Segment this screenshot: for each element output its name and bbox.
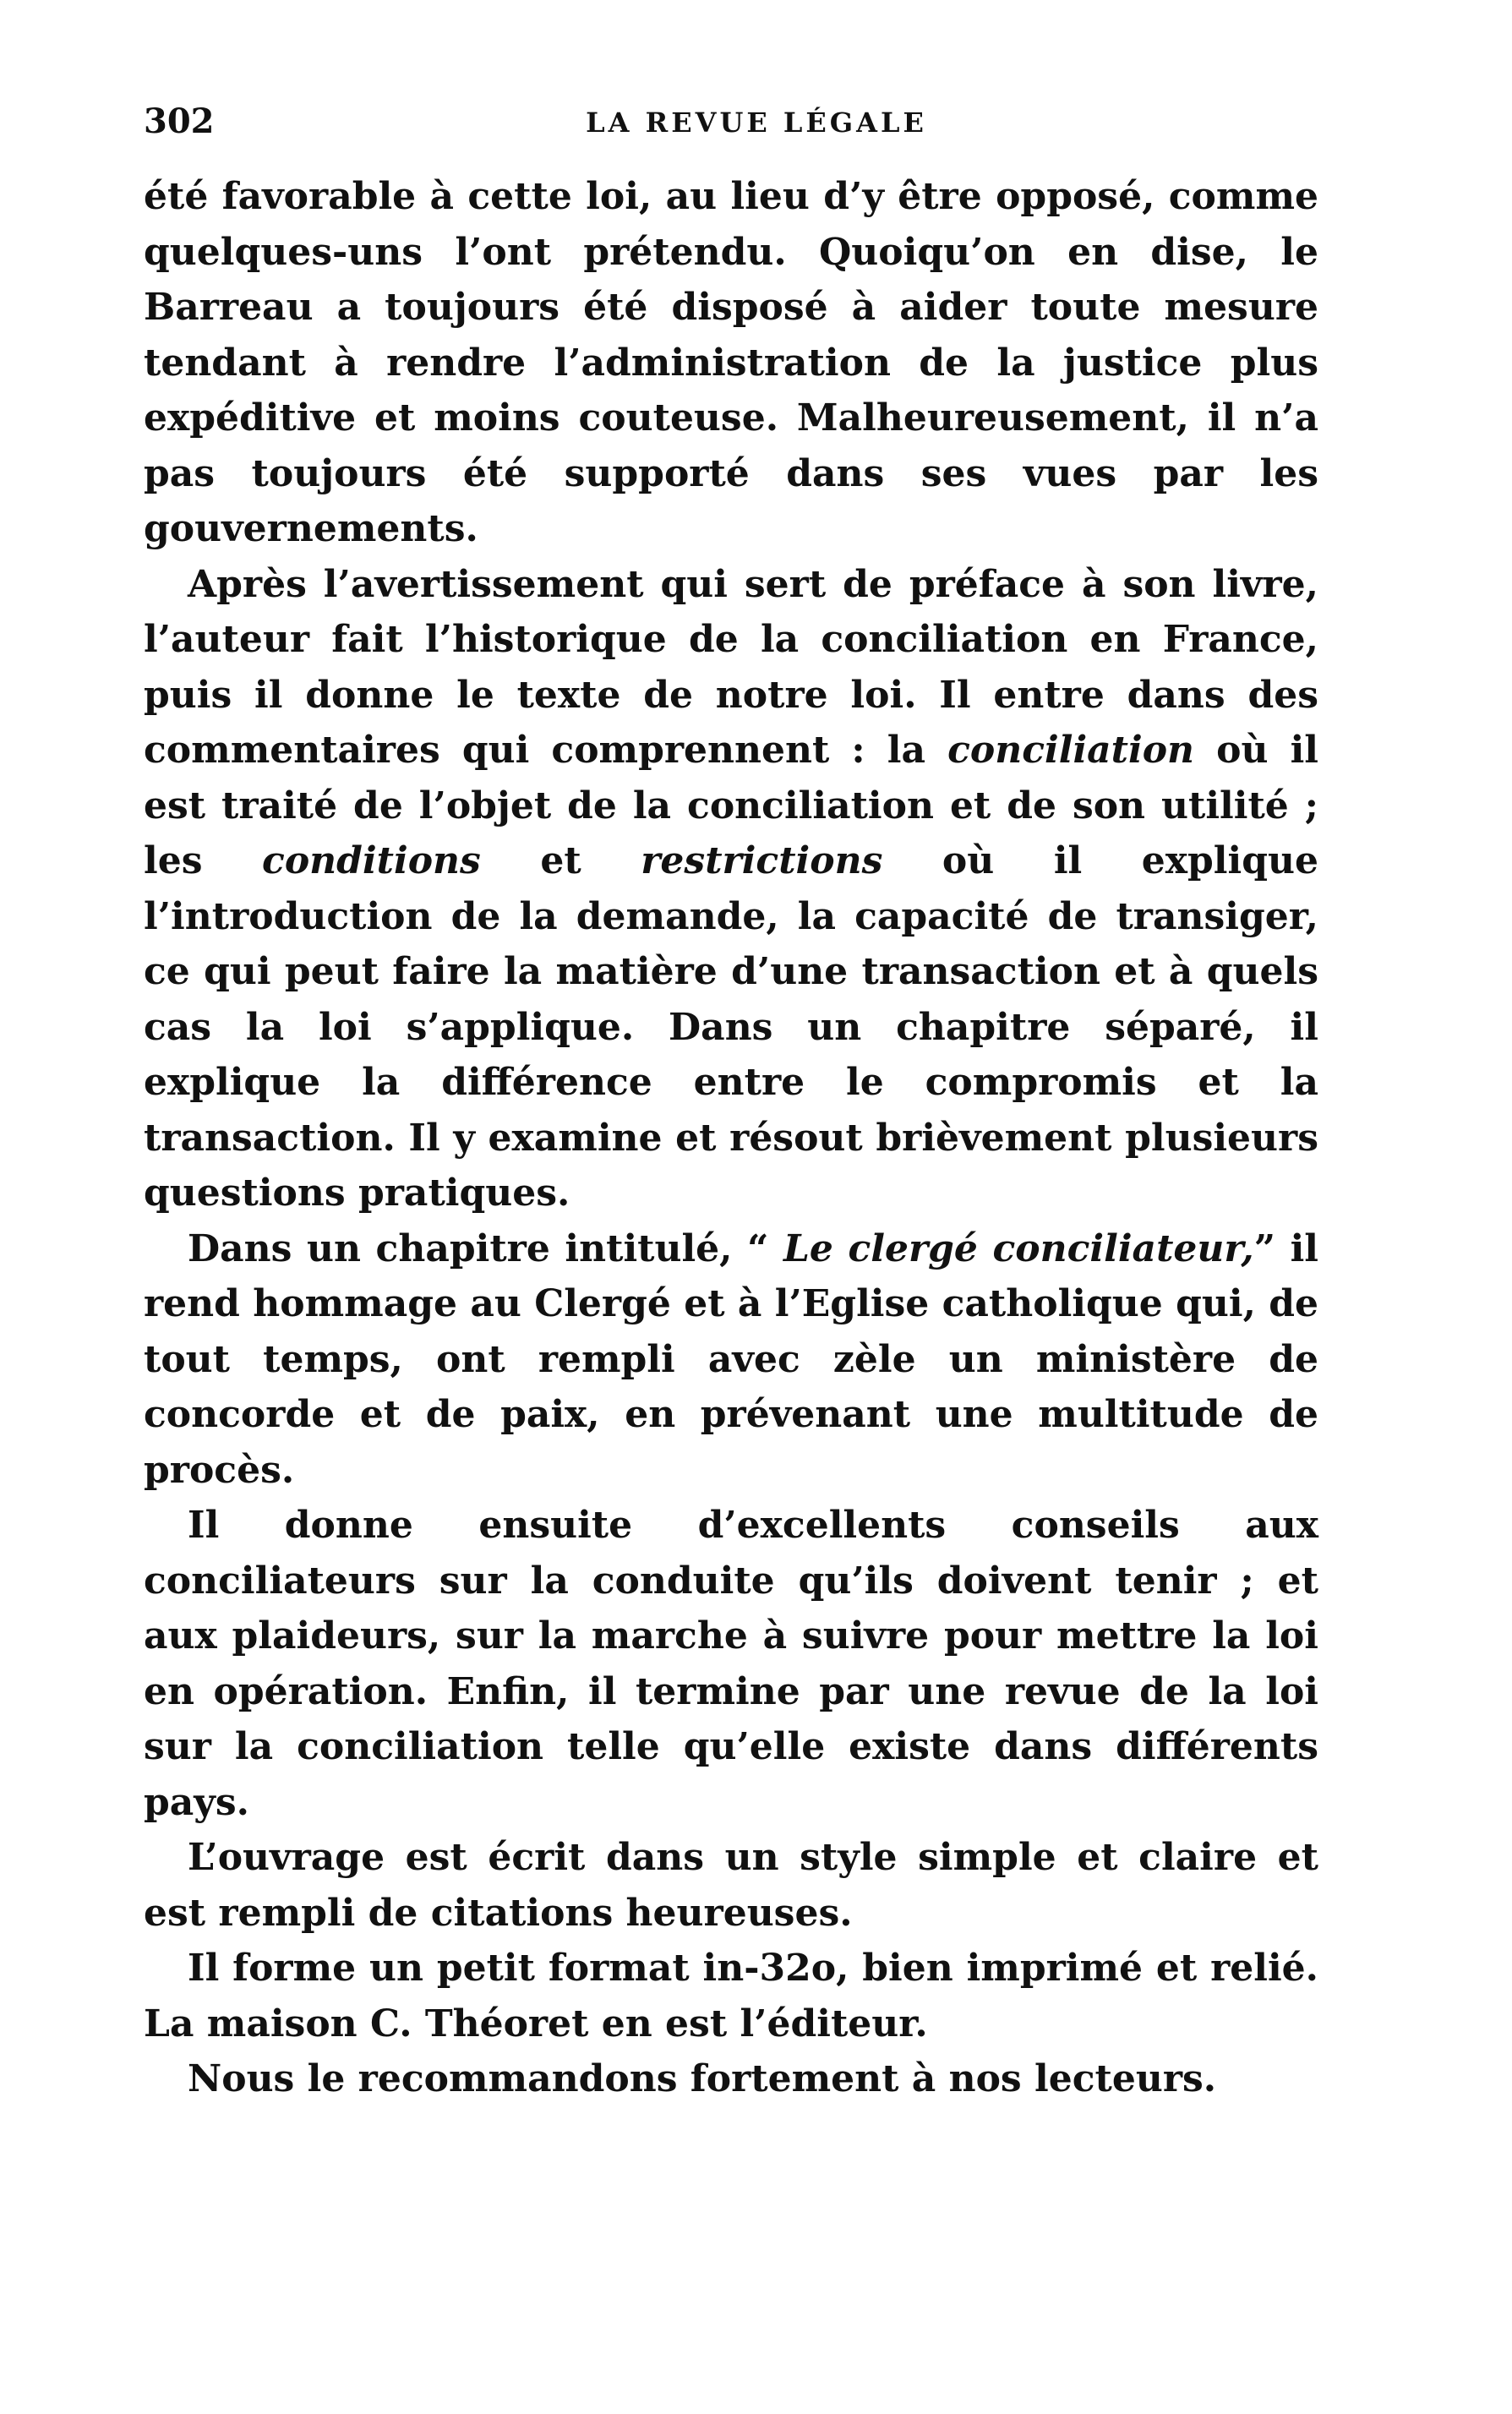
- italic-conditions: conditions: [262, 839, 481, 882]
- italic-chapter-title: Le clergé conciliateur,: [783, 1226, 1254, 1270]
- paragraph-4: [144, 1498, 1318, 1830]
- paragraph-6: [144, 1941, 1318, 2051]
- paragraph-5-text: L’ouvrage est écrit dans un style simple et claire et est rempli de citations heureuses.: [144, 1836, 1318, 1935]
- paragraph-3-text-a: Dans un chapitre intitulé, “: [188, 1226, 783, 1270]
- paragraph-7: [144, 2051, 1318, 2107]
- paragraph-5: [144, 1830, 1318, 1941]
- paragraph-1: [144, 169, 1318, 557]
- page-header: [144, 93, 1318, 169]
- paragraph-1-text: été favorable à cette loi, au lieu d’y être opposé, comme quelques-uns l’ont prétendu. Quoiqu’on en dise, le Barreau a toujours été disposé à aider toute mesure tendant à rendre l’administration de la justice plus expéditive et moins couteuse. Malheureusement, il n’a pas toujours été supporté dans ses vues par les gouvernements.: [144, 175, 1318, 550]
- paragraph-3-text-b: ” il rend hommage au Clergé et à l’Eglise catholique qui, de tout temps, ont rempli avec zèle un ministère de concorde et de paix, en prévenant une multitude de procès.: [144, 1226, 1319, 1492]
- paragraph-6-text: Il forme un petit format in-32o, bien imprimé et relié. La maison C. Théoret en est l’éditeur.: [144, 1947, 1318, 2045]
- paragraph-2-text-a: Après l’avertissement qui sert de préface à son livre, l’auteur fait l’historique de la conciliation en France, puis il donne le texte de notre loi. Il entre dans des commentaires qui comprennent : la: [144, 562, 1318, 772]
- paragraph-7-text: Nous le recommandons fortement à nos lecteurs.: [188, 2057, 1217, 2100]
- running-title: LA REVUE LÉGALE: [586, 106, 927, 139]
- italic-restrictions: restrictions: [641, 839, 883, 882]
- italic-conciliation: conciliation: [947, 729, 1195, 772]
- page-number: 302: [144, 101, 215, 141]
- book-page: [144, 93, 1318, 2107]
- paragraph-3: [144, 1221, 1318, 1499]
- body-text: [144, 169, 1318, 2107]
- paragraph-4-text: Il donne ensuite d’excellents conseils aux conciliateurs sur la conduite qu’ils doivent tenir ; et aux plaideurs, sur la marche à suivre pour mettre la loi en opération. Enfin, il termine par une revue de la loi sur la conciliation telle qu’elle existe dans différents pays.: [144, 1504, 1318, 1824]
- paragraph-2: [144, 557, 1318, 1221]
- paragraph-2-text-b: où il est traité de l’objet de la conciliation et de son utilité ; les: [144, 729, 1319, 882]
- paragraph-2-text-c: et: [480, 839, 641, 882]
- paragraph-2-text-d: où il explique l’introduction de la demande, la capacité de transiger, ce qui peut faire la matière d’une transaction et à quels cas la loi s’applique. Dans un chapitre séparé, il explique la différence entre le compromis et la transaction. Il y examine et résout brièvement plusieurs questions pratiques.: [144, 839, 1318, 1215]
